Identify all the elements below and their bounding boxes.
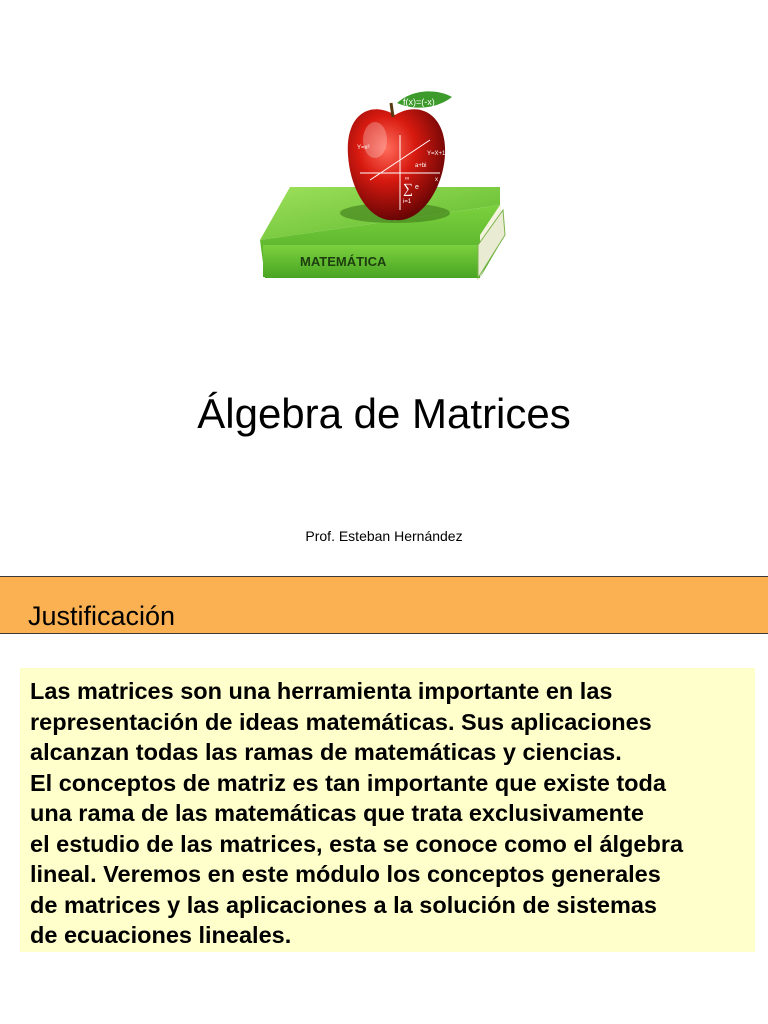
- apple-formula-2: Y=X+1: [427, 151, 446, 157]
- apple-formula-6: e: [415, 184, 419, 191]
- apple-formula-1: Y=x²: [357, 145, 370, 151]
- apple-book-image: [255, 85, 510, 285]
- apple-formula-8: ∞: [405, 176, 410, 182]
- apple-formula-5: ∑: [403, 182, 413, 197]
- leaf-formula: f(x)=(-x): [403, 97, 435, 107]
- apple-on-book-illustration: [255, 85, 510, 285]
- section-banner: [0, 576, 768, 634]
- apple-formula-3: a+bi: [415, 163, 427, 169]
- book-label: MATEMÁTICA: [300, 254, 387, 269]
- body-text-box: [20, 668, 755, 952]
- apple-formula-7: i=1: [403, 199, 412, 205]
- body-paragraph: Las matrices son una herramienta importante en las representación de ideas matemáticas. Sus aplicaciones alcanzan todas las ramas de matemáticas y ciencias. El conceptos de matriz es tan importante que existe toda una rama de las matemáticas que trata exclusivamente el estudio de las matrices, esta se conoce como el álgebra lineal. Veremos en este módulo los conceptos generales de matrices y las aplicaciones a la solución de sistemas de ecuaciones lineales.: [30, 678, 684, 948]
- slide-title: Álgebra de Matrices: [197, 390, 571, 437]
- section-title: Justificación: [28, 601, 176, 631]
- apple-formula-4: x: [435, 177, 438, 183]
- author-name: Prof. Esteban Hernández: [305, 528, 463, 544]
